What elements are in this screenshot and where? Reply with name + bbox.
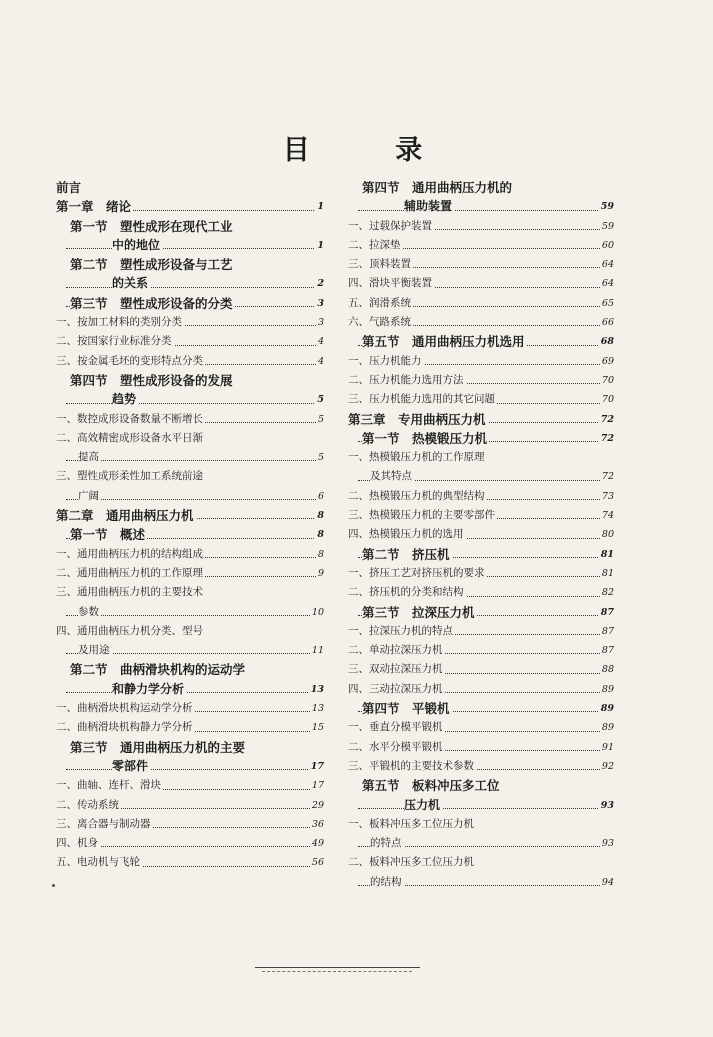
- toc-entry: [56, 699, 324, 718]
- toc-entry: [56, 641, 324, 660]
- toc-entry-page-number: 72: [599, 410, 614, 429]
- toc-entry-page-number: 5: [316, 448, 324, 467]
- toc-entry: [56, 545, 324, 564]
- toc-entry-label: 及其特点: [370, 467, 414, 486]
- toc-entry: [348, 390, 614, 409]
- toc-entry-label: 二、板料冲压多工位压力机: [348, 853, 476, 872]
- toc-entry-page-number: 56: [310, 853, 324, 872]
- toc-entry-label: 四、三动拉深压力机: [348, 680, 445, 699]
- toc-entry-label: 第五节 通用曲柄压力机选用: [362, 332, 527, 351]
- toc-entry: [348, 641, 614, 660]
- toc-entry-label: 二、通用曲柄压力机的工作原理: [56, 564, 205, 583]
- toc-left-column: [56, 178, 324, 873]
- toc-entry-page-number: 69: [600, 352, 614, 371]
- toc-entry-label: 三、压力机能力选用的其它问题: [348, 390, 497, 409]
- toc-entry-label: 一、数控成形设备数量不断增长: [56, 410, 205, 429]
- toc-entry: [56, 429, 324, 448]
- toc-entry: [348, 815, 614, 834]
- toc-entry: [348, 718, 614, 737]
- footer-rule: [255, 967, 420, 968]
- toc-entry-page-number: 72: [600, 467, 614, 486]
- toc-entry: [56, 352, 324, 371]
- toc-entry: [56, 603, 324, 622]
- toc-entry: [348, 313, 614, 332]
- toc-entry: [56, 718, 324, 737]
- toc-entry: [56, 622, 324, 641]
- toc-entry: [56, 796, 324, 815]
- toc-entry-label: 二、热模锻压力机的典型结构: [348, 487, 487, 506]
- toc-entry: [348, 603, 614, 622]
- toc-entry: [56, 525, 324, 544]
- toc-entry-page-number: 11: [310, 641, 324, 660]
- toc-entry: [56, 410, 324, 429]
- toc-entry-label: 第三节 塑性成形设备的分类: [70, 294, 235, 313]
- toc-entry-label: 一、按加工材料的类别分类: [56, 313, 184, 332]
- toc-entry-page-number: 5: [315, 390, 324, 409]
- toc-entry-label: 一、曲轴、连杆、滑块: [56, 776, 163, 795]
- toc-entry-page-number: 68: [599, 332, 614, 351]
- toc-entry-label: 三、离合器与制动器: [56, 815, 153, 834]
- toc-entry: [348, 467, 614, 486]
- toc-entry-label: 三、平锻机的主要技术参数: [348, 757, 476, 776]
- toc-entry-label: 第四节 塑性成形设备的发展: [70, 371, 235, 390]
- toc-entry: [348, 776, 614, 795]
- toc-entry: [348, 352, 614, 371]
- toc-entry: [56, 834, 324, 853]
- toc-entry-page-number: 88: [600, 660, 614, 679]
- toc-entry-label: 二、压力机能力选用方法: [348, 371, 466, 390]
- toc-entry-label: 二、按国家行业标准分类: [56, 332, 174, 351]
- toc-entry-label: 第五节 板料冲压多工位: [362, 776, 502, 795]
- toc-entry: [348, 236, 614, 255]
- toc-entry-label: 第四节 通用曲柄压力机的: [362, 178, 514, 197]
- toc-entry-page-number: 49: [310, 834, 324, 853]
- toc-entry-label: 参数: [78, 603, 101, 622]
- toc-entry: [56, 197, 324, 216]
- toc-entry-page-number: 17: [309, 757, 324, 776]
- toc-entry-label: 三、按金属毛坯的变形特点分类: [56, 352, 205, 371]
- toc-entry: [348, 410, 614, 429]
- toc-entry-page-number: 1: [315, 197, 324, 216]
- toc-entry: [56, 680, 324, 699]
- toc-entry-label: 四、机身: [56, 834, 100, 853]
- toc-entry-label: 第一章 绪论: [56, 197, 133, 216]
- toc-entry-label: 辅助装置: [404, 197, 454, 216]
- toc-entry-label: 一、挤压工艺对挤压机的要求: [348, 564, 487, 583]
- toc-entry-label: 三、塑性成形柔性加工系统前途: [56, 467, 205, 486]
- toc-entry: [348, 583, 614, 602]
- toc-entry: [348, 332, 614, 351]
- toc-entry-page-number: 13: [310, 699, 324, 718]
- toc-entry-page-number: 3: [315, 294, 324, 313]
- toc-entry-page-number: 64: [600, 255, 614, 274]
- toc-entry-label: 中的地位: [112, 236, 162, 255]
- toc-entry-label: 一、板料冲压多工位压力机: [348, 815, 476, 834]
- toc-entry: [56, 236, 324, 255]
- toc-entry: [348, 680, 614, 699]
- toc-entry: [56, 294, 324, 313]
- toc-entry-label: 广阔: [78, 487, 101, 506]
- toc-entry-page-number: 2: [315, 274, 324, 293]
- toc-entry-label: 一、过载保护装置: [348, 217, 434, 236]
- scan-speck: [52, 884, 55, 887]
- toc-entry-page-number: 66: [600, 313, 614, 332]
- toc-entry-label: 第一节 概述: [70, 525, 147, 544]
- toc-entry: [348, 796, 614, 815]
- toc-entry-page-number: 4: [316, 332, 324, 351]
- toc-entry-page-number: 8: [315, 525, 324, 544]
- toc-entry: [56, 178, 324, 197]
- toc-entry-label: 四、通用曲柄压力机分类、型号: [56, 622, 205, 641]
- toc-entry-page-number: 73: [600, 487, 614, 506]
- toc-entry-page-number: 13: [309, 680, 324, 699]
- toc-entry: [348, 545, 614, 564]
- toc-entry: [56, 448, 324, 467]
- toc-entry-page-number: 9: [316, 564, 324, 583]
- toc-entry-label: 第三节 通用曲柄压力机的主要: [70, 738, 247, 757]
- toc-entry-label: 一、压力机能力: [348, 352, 424, 371]
- toc-entry-page-number: 17: [310, 776, 324, 795]
- toc-entry-label: 的特点: [370, 834, 404, 853]
- toc-entry-page-number: 70: [600, 371, 614, 390]
- toc-entry: [348, 448, 614, 467]
- toc-entry-label: 压力机: [404, 796, 442, 815]
- toc-entry: [56, 583, 324, 602]
- toc-entry-page-number: 81: [599, 545, 614, 564]
- toc-entry-page-number: 64: [600, 274, 614, 293]
- toc-entry: [348, 371, 614, 390]
- toc-entry-label: 的关系: [112, 274, 150, 293]
- page-title: 目 录: [282, 135, 461, 166]
- toc-entry: [56, 274, 324, 293]
- toc-entry-page-number: 70: [600, 390, 614, 409]
- toc-entry-page-number: 4: [316, 352, 324, 371]
- toc-entry-page-number: 1: [315, 236, 324, 255]
- toc-entry-page-number: 89: [599, 699, 614, 718]
- toc-entry: [56, 371, 324, 390]
- toc-entry-label: 第一节 热模锻压力机: [362, 429, 489, 448]
- toc-entry-label: 一、拉深压力机的特点: [348, 622, 455, 641]
- toc-entry-page-number: 59: [600, 217, 614, 236]
- toc-entry-page-number: 93: [599, 796, 614, 815]
- toc-entry-page-number: 80: [600, 525, 614, 544]
- toc-entry: [348, 178, 614, 197]
- toc-entry-page-number: 8: [315, 506, 324, 525]
- toc-entry-page-number: 81: [600, 564, 614, 583]
- toc-entry-label: 四、滑块平衡装置: [348, 274, 434, 293]
- toc-entry: [348, 255, 614, 274]
- toc-entry-page-number: 89: [600, 680, 614, 699]
- toc-entry-label: 一、曲柄滑块机构运动学分析: [56, 699, 195, 718]
- toc-entry: [348, 660, 614, 679]
- toc-entry-label: 三、通用曲柄压力机的主要技术: [56, 583, 205, 602]
- toc-entry-label: 二、单动拉深压力机: [348, 641, 445, 660]
- toc-entry-label: 三、热模锻压力机的主要零部件: [348, 506, 497, 525]
- toc-entry: [348, 853, 614, 872]
- toc-entry-label: 五、电动机与飞轮: [56, 853, 142, 872]
- toc-entry: [56, 487, 324, 506]
- toc-entry-page-number: 87: [599, 603, 614, 622]
- toc-entry: [348, 834, 614, 853]
- toc-entry: [56, 738, 324, 757]
- toc-entry-label: 提高: [78, 448, 101, 467]
- toc-entry: [348, 757, 614, 776]
- toc-entry-page-number: 10: [310, 603, 324, 622]
- toc-entry-label: 二、挤压机的分类和结构: [348, 583, 466, 602]
- toc-entry-page-number: 3: [316, 313, 324, 332]
- toc-entry-page-number: 82: [600, 583, 614, 602]
- toc-entry: [56, 564, 324, 583]
- toc-entry-label: 三、顶料装置: [348, 255, 413, 274]
- toc-entry-page-number: 87: [600, 622, 614, 641]
- toc-entry-label: 五、润滑系统: [348, 294, 413, 313]
- toc-entry-label: 二、拉深垫: [348, 236, 403, 255]
- toc-entry: [56, 255, 324, 274]
- toc-entry: [348, 525, 614, 544]
- toc-entry-label: 第三节 拉深压力机: [362, 603, 477, 622]
- toc-entry: [348, 294, 614, 313]
- toc-entry-page-number: 92: [600, 757, 614, 776]
- toc-entry-label: 趋势: [112, 390, 138, 409]
- toc-entry-page-number: 36: [310, 815, 324, 834]
- toc-entry: [348, 217, 614, 236]
- toc-entry-page-number: 74: [600, 506, 614, 525]
- toc-entry-page-number: 60: [600, 236, 614, 255]
- toc-entry-page-number: 59: [599, 197, 614, 216]
- toc-entry: [348, 274, 614, 293]
- toc-entry-label: 及用途: [78, 641, 112, 660]
- toc-entry: [56, 776, 324, 795]
- toc-entry: [56, 217, 324, 236]
- toc-entry: [348, 873, 614, 892]
- toc-entry: [56, 332, 324, 351]
- toc-entry-label: 零部件: [112, 757, 150, 776]
- toc-entry-label: 一、通用曲柄压力机的结构组成: [56, 545, 205, 564]
- toc-entry: [348, 622, 614, 641]
- toc-entry-label: 第二节 塑性成形设备与工艺: [70, 255, 235, 274]
- toc-entry-label: 第二节 曲柄滑块机构的运动学: [70, 660, 247, 679]
- toc-entry-label: 二、高效精密成形设备水平日渐: [56, 429, 205, 448]
- toc-entry-page-number: 8: [316, 545, 324, 564]
- toc-entry-label: 第二节 挤压机: [362, 545, 452, 564]
- toc-entry-label: 第三章 专用曲柄压力机: [348, 410, 488, 429]
- toc-entry-page-number: 89: [600, 718, 614, 737]
- toc-entry-label: 的结构: [370, 873, 404, 892]
- toc-entry-page-number: 93: [600, 834, 614, 853]
- toc-entry-page-number: 91: [600, 738, 614, 757]
- toc-entry-label: 和静力学分析: [112, 680, 186, 699]
- toc-entry-label: 第一节 塑性成形在现代工业: [70, 217, 235, 236]
- toc-entry-label: 四、热模锻压力机的选用: [348, 525, 466, 544]
- toc-right-column: [348, 178, 614, 892]
- toc-entry-label: 三、双动拉深压力机: [348, 660, 445, 679]
- toc-entry-page-number: 6: [316, 487, 324, 506]
- toc-entry-label: 一、热模锻压力机的工作原理: [348, 448, 487, 467]
- toc-entry-page-number: 5: [316, 410, 324, 429]
- toc-entry: [56, 506, 324, 525]
- toc-entry: [56, 815, 324, 834]
- toc-entry-label: 前言: [56, 178, 83, 197]
- toc-entry: [348, 197, 614, 216]
- toc-entry: [56, 660, 324, 679]
- toc-entry-label: 第四节 平锻机: [362, 699, 452, 718]
- toc-entry: [56, 853, 324, 872]
- toc-entry: [56, 757, 324, 776]
- toc-entry: [348, 738, 614, 757]
- toc-entry-label: 第二章 通用曲柄压力机: [56, 506, 196, 525]
- toc-entry: [348, 506, 614, 525]
- toc-entry: [56, 313, 324, 332]
- toc-entry: [348, 564, 614, 583]
- toc-entry: [56, 467, 324, 486]
- toc-entry: [348, 487, 614, 506]
- toc-entry-page-number: 72: [599, 429, 614, 448]
- toc-entry-page-number: 87: [600, 641, 614, 660]
- toc-entry-page-number: 65: [600, 294, 614, 313]
- toc-entry: [348, 699, 614, 718]
- toc-entry-label: 一、垂直分模平锻机: [348, 718, 445, 737]
- toc-entry-label: 二、传动系统: [56, 796, 121, 815]
- toc-entry-label: 二、曲柄滑块机构静力学分析: [56, 718, 195, 737]
- toc-entry: [56, 390, 324, 409]
- toc-entry: [348, 429, 614, 448]
- toc-entry-page-number: 29: [310, 796, 324, 815]
- toc-entry-label: 六、气路系统: [348, 313, 413, 332]
- toc-entry-page-number: 15: [310, 718, 324, 737]
- toc-entry-page-number: 94: [600, 873, 614, 892]
- toc-entry-label: 二、水平分模平锻机: [348, 738, 445, 757]
- footer-rule-dashed: [262, 971, 412, 972]
